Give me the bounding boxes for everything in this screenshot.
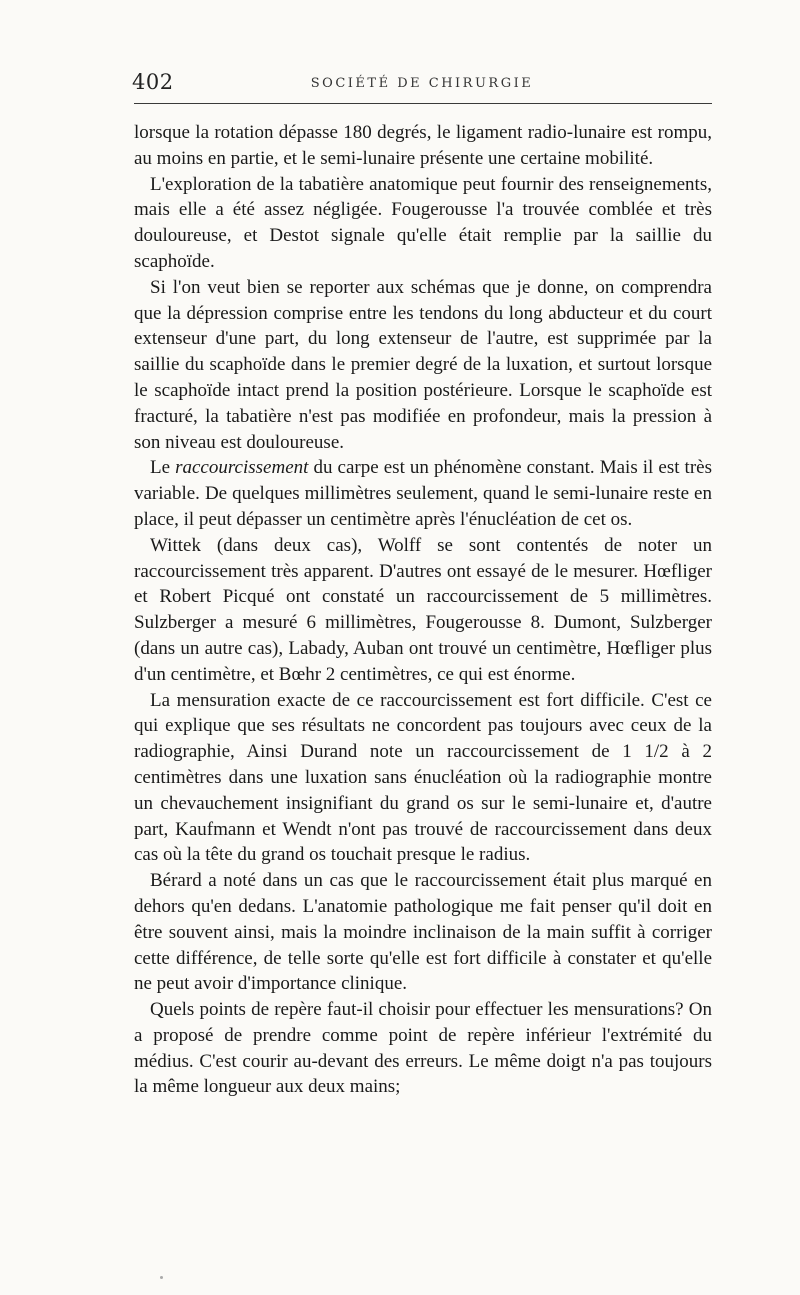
emphasis-raccourcissement: raccourcissement [175, 457, 309, 479]
print-speck [160, 1276, 163, 1279]
paragraph-4 [134, 455, 712, 532]
paragraph-4-rest: du carpe est un phénomène constant. Mais il est très variable. De quelques millimètres seulement, quand le semi-lunaire reste en place, il peut dépasser un centimètre après l'énucléation de cet os. [134, 457, 712, 530]
body-text [134, 120, 712, 1100]
paragraph-7: Bérard a noté dans un cas que le raccourcissement était plus marqué en dehors qu'en dedans. L'anatomie pathologique me fait penser qu'il doit en être souvent ainsi, mais la moindre inclinaison de la main suffit à corriger cette différence, de telle sorte qu'elle est fort difficile à constater et qu'elle ne peut avoir d'importance clinique. [134, 870, 712, 995]
page-header [132, 70, 712, 106]
paragraph-5: Wittek (dans deux cas), Wolff se sont contentés de noter un raccourcissement très apparent. D'autres ont essayé de le mesurer. Hœfliger et Robert Picqué ont constaté un raccourcissement de 5 millimètres. Sulzberger a mesuré 6 millimètres, Fougerousse 8. Dumont, Sulzberger (dans un autre cas), Labady, Auban ont trouvé un centimètre, Hœfliger plus d'un centimètre, et Bœhr 2 centimètres, ce qui est énorme. [134, 534, 712, 685]
paragraph-8: Quels points de repère faut-il choisir pour effectuer les mensurations? On a proposé de prendre comme point de repère inférieur l'extrémité du médius. C'est courir au-devant des erreurs. Le même doigt n'a pas toujours la même longueur aux deux mains; [134, 999, 712, 1098]
paragraph-2: L'exploration de la tabatière anatomique peut fournir des renseignements, mais elle a été assez négligée. Fougerousse l'a trouvée comblée et très douloureuse, et Destot signale qu'elle était remplie par la saillie du scaphoïde. [134, 173, 712, 272]
paragraph-4-lead: Le [150, 457, 176, 479]
paragraph-3: Si l'on veut bien se reporter aux schémas que je donne, on comprendra que la dépression comprise entre les tendons du long abducteur et du court extenseur d'une part, du long extenseur de l'autre, est supprimée par la saillie du scaphoïde dans le premier degré de la luxation, et surtout lorsque le scaphoïde intact prend la position postérieure. Lorsque le scaphoïde est fracturé, la tabatière n'est pas modifiée en profondeur, mais la pression à son niveau est douloureuse. [134, 276, 712, 453]
page-number: 402 [132, 70, 174, 94]
paragraph-1: lorsque la rotation dépasse 180 degrés, le ligament radio-lunaire est rompu, au moins en partie, et le semi-lunaire présente une certaine mobilité. [134, 122, 712, 169]
paragraph-6: La mensuration exacte de ce raccourcissement est fort difficile. C'est ce qui explique que ses résultats ne concordent pas toujours avec ceux de la radiographie, Ainsi Durand note un raccourcissement de 1 1/2 à 2 centimètres dans une luxation sans énucléation où la radiographie montre un chevauchement insignifiant du grand os sur le semi-lunaire et, d'autre part, Kaufmann et Wendt n'ont pas trouvé de raccourcissement dans deux cas où la tête du grand os touchait presque le radius. [134, 689, 712, 866]
running-title: SOCIÉTÉ DE CHIRURGIE [310, 76, 534, 91]
header-rule [134, 103, 712, 104]
